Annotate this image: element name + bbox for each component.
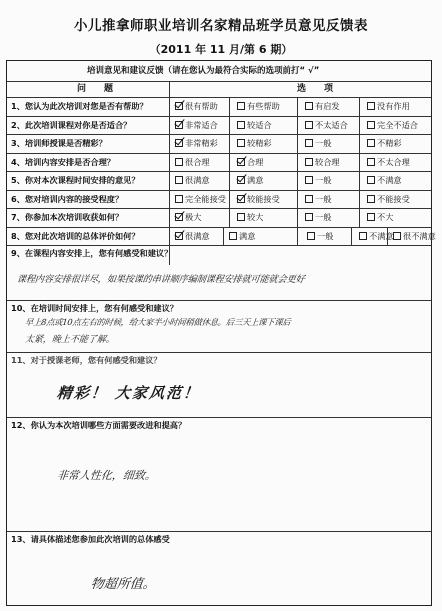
option-checkbox[interactable]: [175, 153, 210, 172]
open-question-9: [7, 245, 431, 301]
column-headers: [7, 81, 431, 98]
option-divider: [297, 153, 298, 172]
checkbox-icon[interactable]: [367, 158, 375, 166]
option-label: 完全不适合: [377, 119, 418, 130]
open-question-text: 13、请具体描述您参加此次培训的总体感受: [11, 534, 170, 544]
option-label: 较能接受: [247, 193, 280, 204]
checkbox-icon[interactable]: [367, 213, 375, 221]
question-text: 8、您对此次培训的总体评价如何？: [11, 230, 140, 241]
option-label: 不精彩: [377, 138, 402, 148]
option-divider: [359, 171, 360, 190]
option-checkbox[interactable]: [367, 134, 402, 153]
option-divider: [297, 190, 298, 209]
option-label: 一般: [315, 193, 332, 204]
option-label: 不满意: [369, 230, 394, 241]
question-text: 4、培训内容安排是否合理？: [11, 156, 115, 167]
checkbox-icon[interactable]: [367, 176, 375, 184]
option-divider: [297, 116, 298, 135]
option-divider: [229, 153, 230, 172]
checkbox-icon[interactable]: [367, 195, 375, 203]
checkbox-icon[interactable]: [237, 121, 245, 129]
option-checkbox[interactable]: [237, 171, 263, 190]
option-checkbox[interactable]: [305, 190, 331, 209]
checkbox-icon[interactable]: [367, 139, 375, 147]
option-divider: [297, 171, 298, 190]
option-checkbox[interactable]: [175, 171, 210, 190]
option-checkbox[interactable]: [367, 190, 410, 209]
checked-box-icon[interactable]: [237, 195, 245, 203]
feedback-form: [6, 60, 436, 606]
question-text: 5、你对本次课程时间安排的意见？: [11, 175, 140, 185]
handwritten-answer: 精彩！ 大家风范！: [56, 384, 202, 402]
option-label: 不满意: [377, 175, 402, 185]
option-divider: [229, 208, 230, 227]
open-question-text: 11、对于授课老师，您有何感受和建议？: [11, 355, 162, 365]
option-divider: [223, 227, 224, 246]
form-subtitle: （2011 年 11 月/第 6 期）: [149, 43, 293, 56]
option-checkbox[interactable]: [237, 134, 272, 153]
option-label: 较适合: [247, 119, 272, 130]
option-checkbox[interactable]: [237, 153, 263, 172]
option-checkbox[interactable]: [175, 190, 226, 209]
option-checkbox[interactable]: [175, 116, 218, 135]
option-label: 很满意: [185, 175, 210, 185]
option-label: 较合理: [315, 156, 340, 167]
checkbox-icon[interactable]: [305, 195, 313, 203]
checkbox-icon[interactable]: [305, 139, 313, 147]
option-divider: [229, 190, 230, 209]
question-text: 6、您对培训内容的接受程度？: [11, 193, 124, 204]
option-checkbox[interactable]: [175, 227, 210, 246]
checked-box-icon[interactable]: [175, 213, 183, 221]
handwritten-answer-line-2: 太紧，晚上不能了解。: [24, 335, 116, 345]
option-label: 非常精彩: [185, 138, 218, 148]
question-row-3: [7, 134, 431, 154]
option-label: 很有帮助: [185, 101, 218, 111]
question-row-2: [7, 116, 431, 136]
option-checkbox[interactable]: [305, 171, 331, 190]
option-checkbox[interactable]: [367, 116, 418, 135]
option-label: 一般: [317, 230, 334, 241]
option-checkbox[interactable]: [229, 227, 255, 246]
option-divider: [359, 97, 360, 116]
option-divider: [359, 208, 360, 227]
checkbox-icon[interactable]: [175, 158, 183, 166]
question-text: 1、您认为此次培训对您是否有帮助？: [11, 101, 148, 111]
option-label: 一般: [315, 138, 332, 148]
checked-box-icon[interactable]: [175, 121, 183, 129]
handwritten-answer: 物超所值。: [90, 577, 157, 592]
option-label: 合理: [247, 156, 264, 167]
question-row-5: [7, 171, 431, 191]
option-divider: [229, 134, 230, 153]
open-question-text: 9、在课程内容安排上，您有何感受和建议？: [11, 248, 173, 258]
option-divider: [229, 171, 230, 190]
checkbox-icon[interactable]: [307, 232, 315, 240]
option-label: 一般: [315, 212, 332, 222]
option-label: 不能接受: [377, 193, 410, 204]
handwritten-answer: 非常人性化，细致。: [56, 469, 157, 482]
checked-box-icon[interactable]: [175, 139, 183, 147]
option-checkbox[interactable]: [307, 227, 333, 246]
checkbox-icon[interactable]: [305, 158, 313, 166]
checked-box-icon[interactable]: [175, 102, 183, 110]
options-column-header: 选 项: [297, 84, 334, 94]
option-divider: [229, 97, 230, 116]
option-checkbox[interactable]: [367, 208, 393, 227]
checkbox-icon[interactable]: [305, 121, 313, 129]
checkbox-icon[interactable]: [393, 232, 401, 240]
option-label: 满意: [239, 230, 256, 241]
open-question-12: [7, 417, 431, 532]
option-checkbox[interactable]: [237, 97, 280, 116]
option-label: 完全能接受: [185, 193, 226, 204]
question-text: 2、此次培训课程对你是否适合？: [11, 119, 132, 130]
question-text: 3、培训师授课是否精彩？: [11, 138, 107, 148]
option-divider: [359, 116, 360, 135]
question-row-1: [7, 97, 431, 117]
option-label: 很合理: [185, 156, 210, 167]
option-label: 有启发: [315, 101, 340, 111]
checked-box-icon[interactable]: [175, 232, 183, 240]
form-title: 小儿推拿师职业培训名家精品班学员意见反馈表: [74, 18, 368, 34]
checkbox-icon[interactable]: [237, 102, 245, 110]
option-divider: [359, 190, 360, 209]
option-label: 一般: [315, 175, 332, 185]
option-checkbox[interactable]: [305, 208, 331, 227]
checkbox-icon[interactable]: [367, 102, 375, 110]
open-question-11: [7, 352, 431, 418]
option-label: 较大: [247, 212, 264, 222]
option-divider: [229, 116, 230, 135]
question-row-6: [7, 190, 431, 210]
option-checkbox[interactable]: [237, 116, 272, 135]
checkbox-icon[interactable]: [305, 102, 313, 110]
option-label: 极大: [185, 212, 202, 222]
option-checkbox[interactable]: [367, 171, 402, 190]
question-row-4: [7, 153, 431, 173]
option-divider: [351, 227, 352, 246]
option-checkbox[interactable]: [367, 153, 410, 172]
question-column-header: 问 题: [77, 84, 114, 94]
checkbox-icon[interactable]: [305, 213, 313, 221]
option-label: 较精彩: [247, 138, 272, 148]
option-divider: [297, 208, 298, 227]
option-label: 很满意: [185, 230, 210, 241]
checkbox-icon[interactable]: [305, 176, 313, 184]
checkbox-icon[interactable]: [175, 195, 183, 203]
handwritten-answer: 课程内容安排很详尽，如果按课的串讲顺序编制课程安排就可能就会更好: [16, 274, 306, 285]
checkbox-icon[interactable]: [367, 121, 375, 129]
option-checkbox[interactable]: [175, 134, 218, 153]
checked-box-icon[interactable]: [237, 176, 245, 184]
option-divider: [359, 153, 360, 172]
open-question-13: [7, 531, 431, 607]
checked-box-icon[interactable]: [237, 158, 245, 166]
option-divider: [359, 134, 360, 153]
checkbox-icon[interactable]: [229, 232, 237, 240]
open-question-10: [7, 300, 431, 353]
option-label: 不太适合: [315, 119, 348, 130]
option-checkbox[interactable]: [175, 208, 201, 227]
option-checkbox[interactable]: [367, 97, 410, 116]
checkbox-icon[interactable]: [175, 176, 183, 184]
checkbox-icon[interactable]: [237, 213, 245, 221]
handwritten-answer-line-1: 早上8点或10点左右的时候，给大家半小时间稍做休息。后三天上课下课后: [24, 317, 291, 327]
question-row-7: [7, 208, 431, 228]
open-question-text: 10、在培训时间安排上，您有何感受和建议？: [11, 303, 178, 313]
option-checkbox[interactable]: [305, 134, 331, 153]
checkbox-icon[interactable]: [237, 139, 245, 147]
option-divider: [297, 134, 298, 153]
option-checkbox[interactable]: [305, 116, 348, 135]
checkbox-icon[interactable]: [359, 232, 367, 240]
option-checkbox[interactable]: [359, 227, 394, 246]
question-row-8: [7, 227, 436, 247]
option-label: 非常适合: [185, 119, 218, 130]
question-text: 7、你参加本次培训收获如何？: [11, 212, 124, 222]
form-note: [7, 61, 431, 82]
option-label: 不大: [377, 212, 394, 222]
option-divider: [297, 227, 298, 246]
option-label: 满意: [247, 175, 264, 185]
form-note-text: 培训意见和建议反馈（请在您认为最符合实际的选项前打“ √”: [87, 66, 320, 76]
option-checkbox[interactable]: [237, 190, 280, 209]
option-label: 很不满意: [403, 230, 436, 241]
open-question-text: 12、你认为本次培训哪些方面需要改进和提高？: [11, 420, 187, 430]
option-checkbox[interactable]: [305, 97, 340, 116]
option-label: 不太合理: [377, 156, 410, 167]
option-checkbox[interactable]: [393, 227, 436, 246]
option-label: 有些帮助: [247, 101, 280, 111]
option-checkbox[interactable]: [237, 208, 263, 227]
option-divider: [297, 97, 298, 116]
option-checkbox[interactable]: [305, 153, 340, 172]
option-label: 没有作用: [377, 101, 410, 111]
option-checkbox[interactable]: [175, 97, 218, 116]
